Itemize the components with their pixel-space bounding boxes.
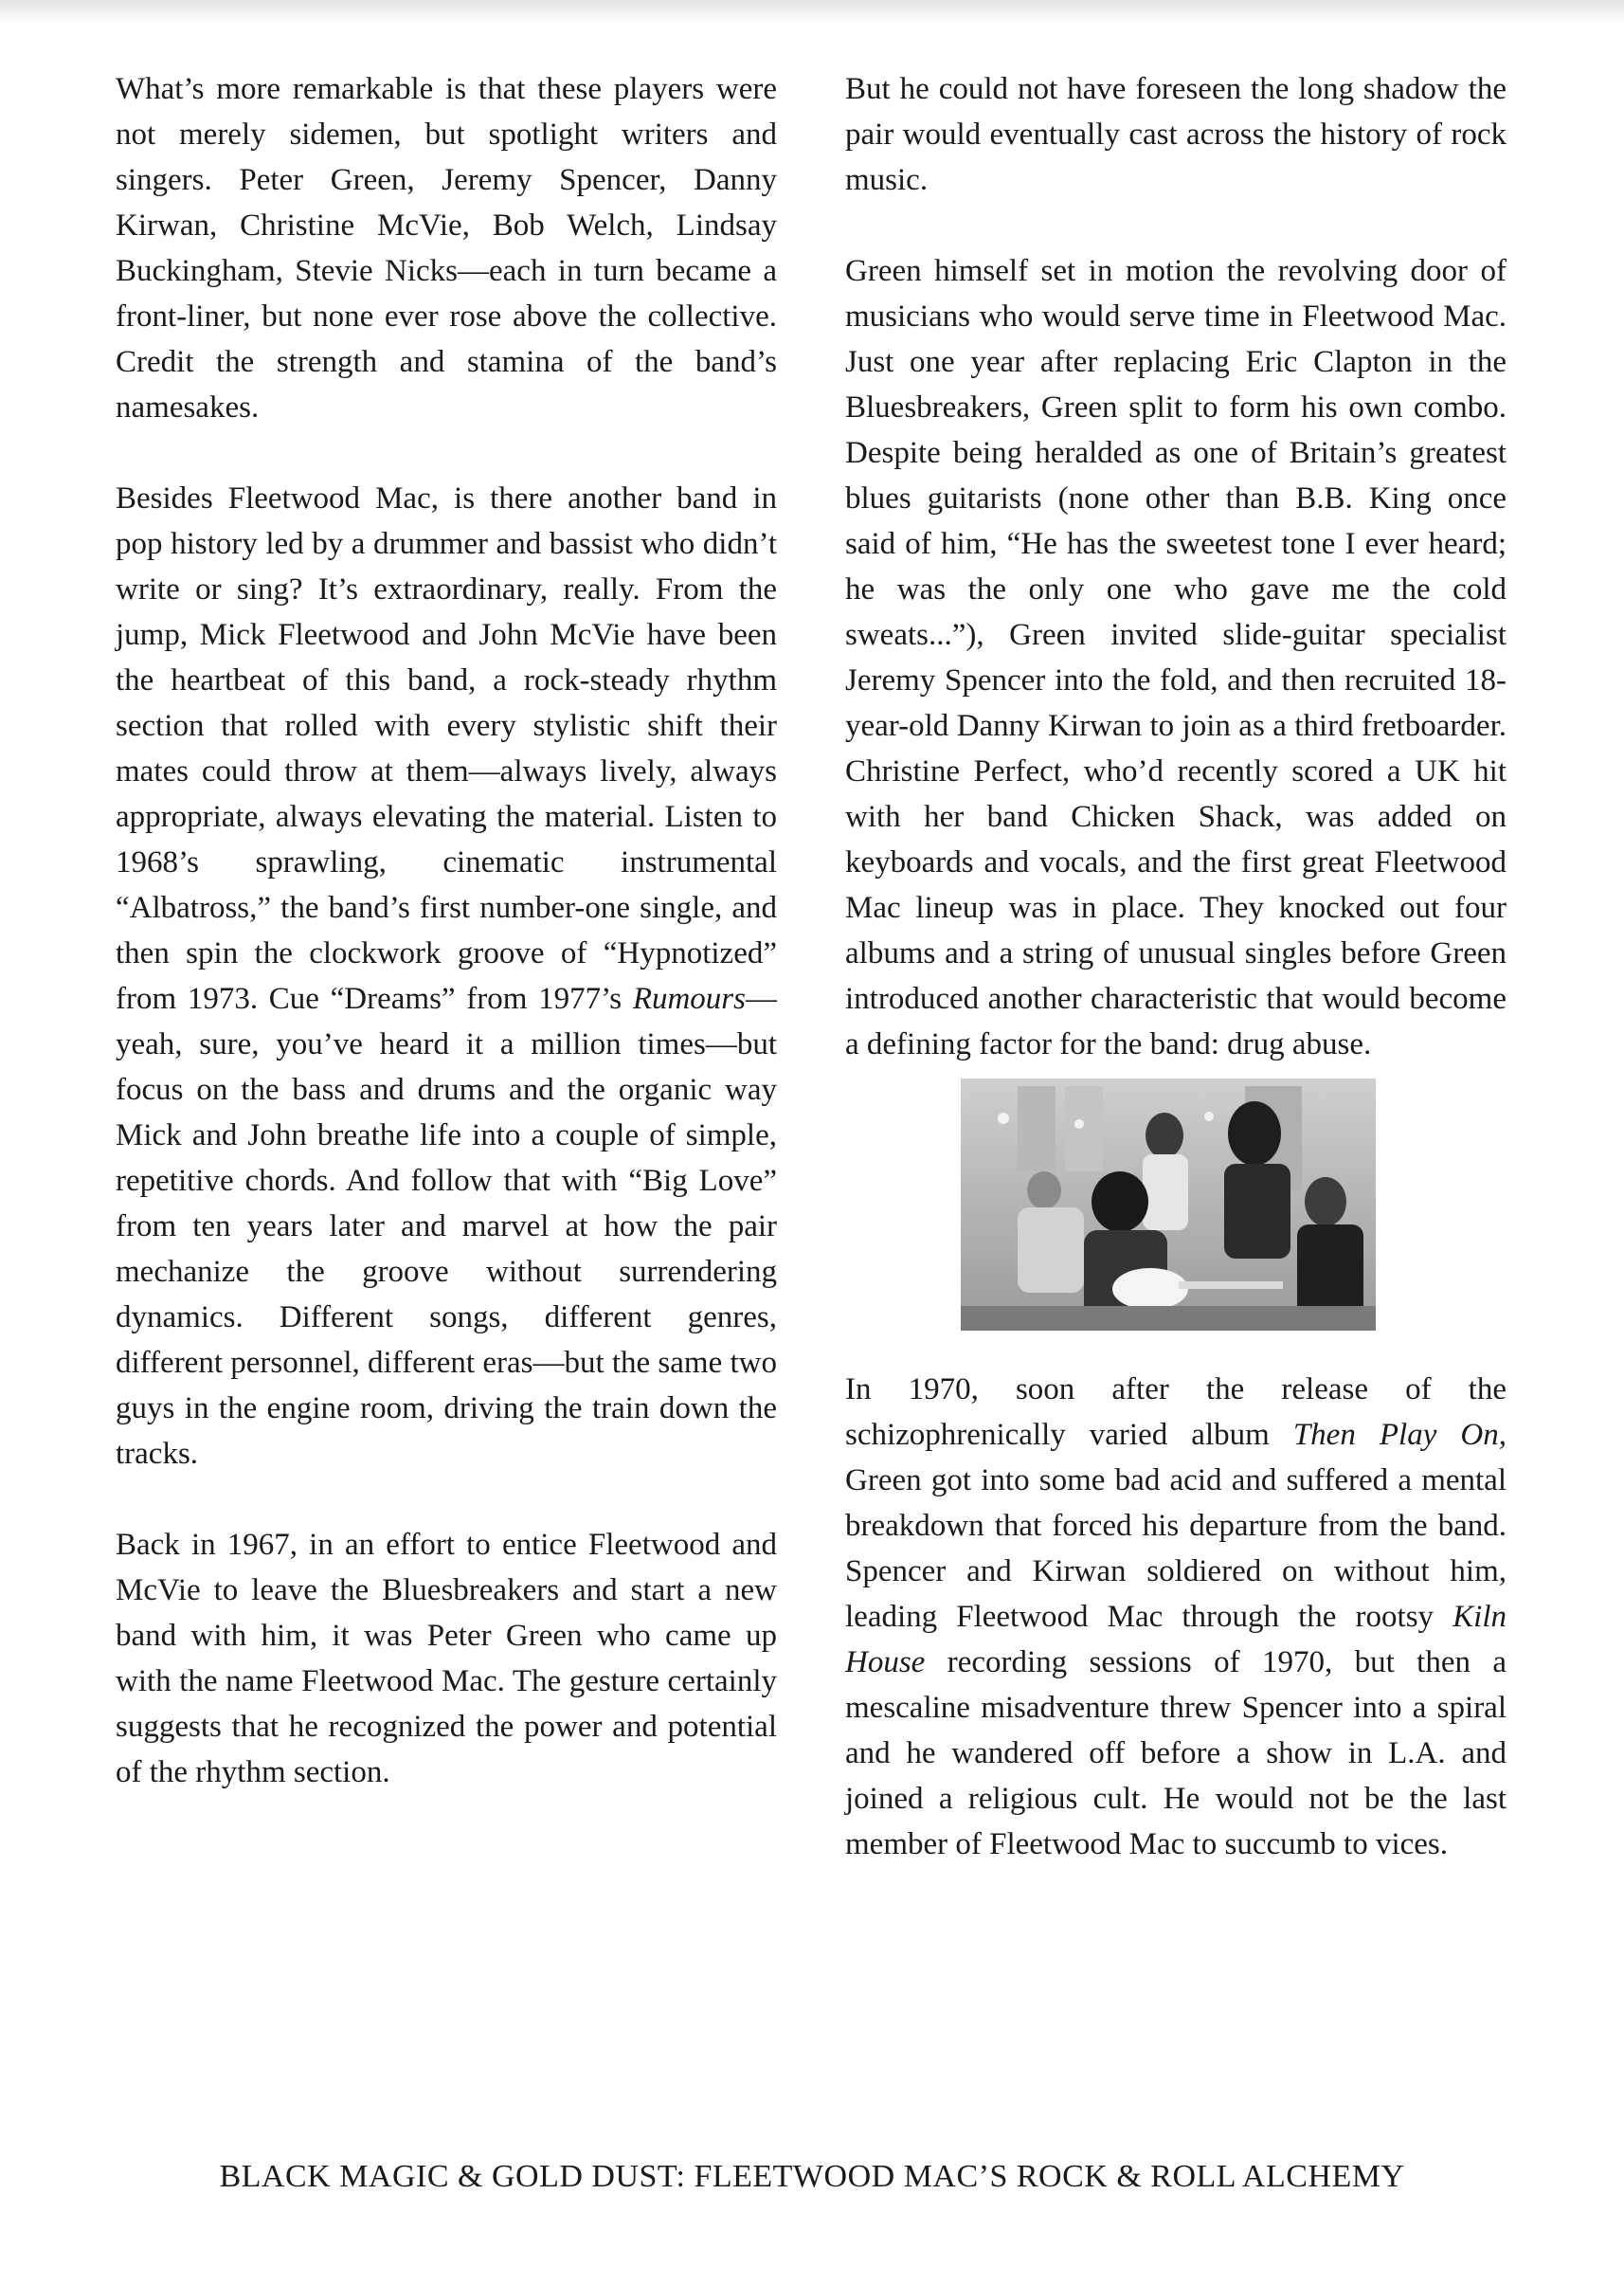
album-title: Kiln House [845,1600,1507,1679]
page-top-shadow [0,0,1624,25]
paragraph: Green himself set in motion the revolving door of musicians who would serve time in Fleetwood Mac. Just one year after replacing Eric Clapton in the Bluesbreakers, Green split to form his own combo. Despite being heralded as one of Britain’s greatest blues guitarists (none other than B.B. King once said of him, “He has the sweetest tone I ever heard; he was the only one who gave me the cold sweats...”), Green invited slide-guitar specialist Jeremy Spencer into the fold, and then recruited 18-year-old Danny Kirwan to join as a third fretboarder. Christine Perfect, who’d recently scored a UK hit with her band Chicken Shack, was added on keyboards and vocals, and the first great Fleetwood Mac lineup was in place. They knocked out four albums and a string of unusual singles before Green introduced another characteristic that would become a defining factor for the band: drug abuse. [845,254,1507,1061]
left-column [116,66,777,1795]
paragraph: Back in 1967, in an effort to entice Fleetwood and McVie to leave the Bluesbreakers and start a new band with him, it was Peter Green who came up with the name Fleetwood Mac. The gesture certainly suggests that he recognized the power and potential of the rhythm section. [116,1528,777,1789]
band-photo-image [961,1079,1376,1331]
paragraph: What’s more remarkable is that these players were not merely sidemen, but spotlight writers and singers. Peter Green, Jeremy Spencer, Danny Kirwan, Christine McVie, Bob Welch, Lindsay Buckingham, Stevie Nicks—each in turn became a front-liner, but none ever rose above the collective. Credit the strength and stamina of the band’s namesakes. [116,72,777,425]
right-column [845,66,1507,1867]
album-title: Rumours [632,982,746,1016]
album-title: Then Play On [1292,1418,1499,1452]
band-photo [961,1079,1376,1331]
paragraph: Besides Fleetwood Mac, is there another band in pop history led by a drummer and bassist who didn’t write or sing? It’s extraordinary, really. From the jump, Mick Fleetwood and John McVie have been the heartbeat of this band, a rock-steady rhythm section that rolled with every stylistic shift their mates could throw at them—always lively, always appropriate, always elevating the material. Listen to 1968’s sprawling, cinematic instrumental “Albatross,” the band’s first number-one single, and then spin the clockwork groove of “Hypnotized” from 1973. Cue “Dreams” from 1977’s Rumours—yeah, sure, you’ve heard it a million times—but focus on the bass and drums and the organic way Mick and John breathe life into a couple of simple, repetitive chords. And follow that with “Big Love” from ten years later and marvel at how the pair mechanize the groove without surrendering dynamics. Different songs, different genres, different personnel, different eras—but the same two guys in the engine room, driving the train down the tracks. [116,481,777,1471]
paragraph: But he could not have foreseen the long shadow the pair would eventually cast across the history of rock music. [845,72,1507,197]
running-footer-title: BLACK MAGIC & GOLD DUST: FLEETWOOD MAC’S ROCK & ROLL ALCHEMY [219,2159,1405,2194]
paragraph: In 1970, soon after the release of the schizophrenically varied album Then Play On, Green got into some bad acid and suffered a mental breakdown that forced his departure from the band. Spencer and Kirwan soldiered on without him, leading Fleetwood Mac through the rootsy Kiln House recording sessions of 1970, but then a mescaline misadventure threw Spencer into a spiral and he wandered off before a show in L.A. and joined a religious cult. He would not be the last member of Fleetwood Mac to succumb to vices. [845,1372,1507,1861]
